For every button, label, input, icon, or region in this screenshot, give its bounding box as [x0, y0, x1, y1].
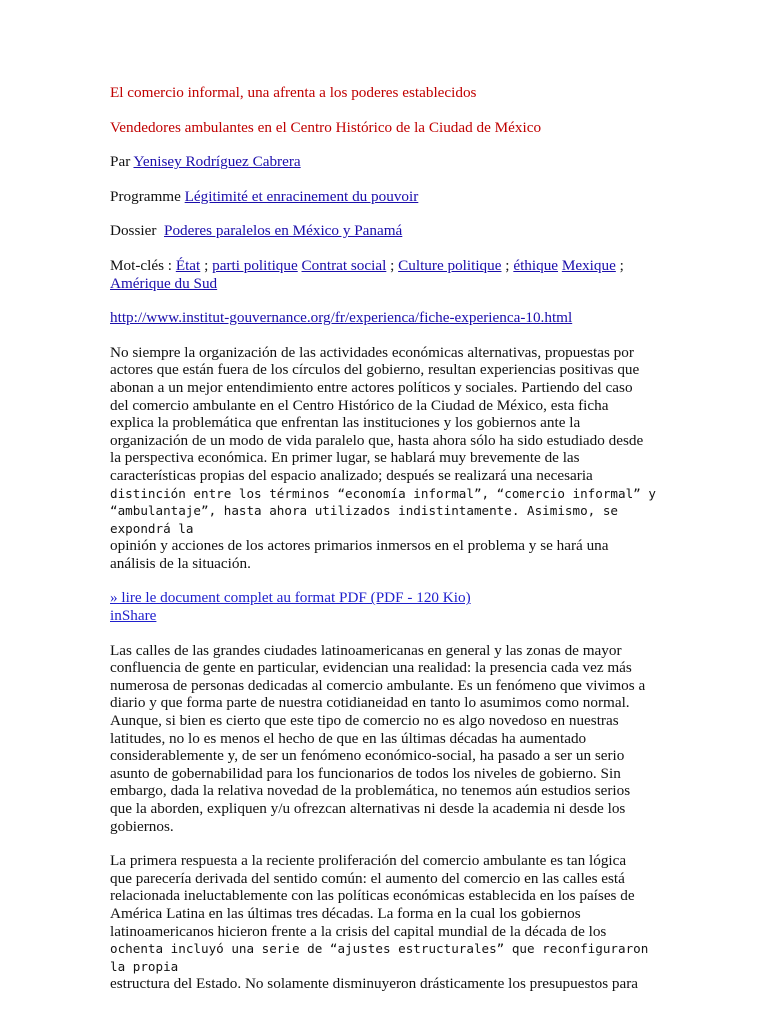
text-line: Aunque, si bien es cierto que este tipo de comercio no es algo novedoso en nuestras	[110, 712, 619, 730]
text-line: embargo, dada la relativa novedad de la problemática, no tenemos aún estudios serios	[110, 782, 631, 800]
text-line: latitudes, no lo es menos el hecho de que en las últimas décadas ha aumentado	[110, 729, 587, 747]
dossier-link[interactable]: Poderes paralelos en México y Panamá	[164, 222, 403, 240]
document-subtitle: Vendedores ambulantes en el Centro Histórico de la Ciudad de México	[110, 118, 542, 136]
text-line: actores que están fuera de los círculos del gobierno, resultan experiencias positivas que	[110, 361, 640, 379]
text-line: América Latina en las últimas tres décadas. La forma en la cual los gobiernos	[110, 904, 581, 922]
text-line: organización de un modo de vida paralelo que, hasta ahora sólo ha sido estudiado desde	[110, 431, 644, 449]
text-line: confluencia de gente en particular, evidencian una realidad: la presencia cada vez más	[110, 659, 632, 677]
text-line: estructura del Estado. No solamente disminuyeron drásticamente los presupuestos para	[110, 975, 639, 993]
author-line	[110, 153, 658, 171]
keywords-line: Mot-clés : État ; parti politique Contrat social ; Culture politique ; éthique Mexique ; Amérique du Sud	[110, 256, 624, 292]
keyword-link-amerique-du-sud[interactable]: Amérique du Sud	[110, 274, 218, 292]
text-line: asunto de gobernabilidad para los funcionarios de todos los niveles de gobierno. Sin	[110, 764, 621, 782]
dossier-label: Dossier	[110, 222, 157, 240]
source-url-line	[110, 309, 658, 327]
keyword-link-contrat-social[interactable]: Contrat social	[301, 256, 387, 274]
keyword-link-etat[interactable]: État	[175, 256, 201, 274]
text-line: análisis de la situación.	[110, 554, 251, 572]
text-line: ochenta incluyó una serie de “ajustes estructurales” que reconfiguraron la propia	[110, 941, 649, 974]
keyword-link-parti-politique[interactable]: parti politique	[212, 256, 298, 274]
text-line: del comercio ambulante en el Centro Histórico de la Ciudad de México, esta ficha	[110, 396, 609, 414]
text-line: relacionada ineluctablemente con las políticas económicas establecida en los países de	[110, 887, 635, 905]
text-line: abonan a un mejor entendimiento entre actores políticos y sociales. Partiendo del caso	[110, 378, 633, 396]
text-line: la perspectiva económica. En primer lugar, se hablará muy brevemente de las	[110, 449, 580, 467]
programme-line	[110, 188, 658, 206]
programme-link[interactable]: Légitimité et enracinement du pouvoir	[184, 187, 419, 205]
keywords-label: Mot-clés :	[110, 256, 173, 274]
document-title: El comercio informal, una afrenta a los poderes establecidos	[110, 84, 477, 101]
inshare-link[interactable]: inShare	[110, 607, 157, 625]
text-line: “ambulantaje”, hasta ahora utilizados indistintamente. Asimismo, se expondrá la	[110, 503, 618, 536]
text-line: opinión y acciones de los actores primarios inmersos en el problema y se hará una	[110, 537, 609, 555]
pdf-download-link[interactable]: » lire le document complet au format PDF (PDF - 120 Kio)	[110, 589, 471, 607]
text-line: gobiernos.	[110, 817, 174, 835]
keyword-link-ethique[interactable]: éthique	[513, 256, 559, 274]
keyword-link-culture-politique[interactable]: Culture politique	[398, 256, 502, 274]
keyword-link-mexique[interactable]: Mexique	[561, 256, 616, 274]
author-link[interactable]: Yenisey Rodríguez Cabrera	[133, 153, 301, 171]
text-line: considerablemente y, de ser un fenómeno económico-social, ha pasado a ser un serio	[110, 747, 625, 765]
text-line: numerosa de personas dedicadas al comercio ambulante. Es un fenómeno que vivimos a	[110, 676, 646, 694]
summary-paragraph	[110, 344, 658, 573]
dossier-line	[110, 222, 658, 240]
text-line: latinoamericanos hicieron frente a la crisis del capital mundial de la década de los	[110, 922, 607, 940]
source-url-link[interactable]: http://www.institut-gouvernance.org/fr/experienca/fiche-experienca-10.html	[110, 309, 573, 327]
text-line: La primera respuesta a la reciente proliferación del comercio ambulante es tan lógica	[110, 852, 627, 870]
author-label: Par	[110, 153, 131, 171]
text-line: No siempre la organización de las actividades económicas alternativas, propuestas por	[110, 343, 634, 361]
body-paragraph-1	[110, 642, 658, 836]
text-line: que parecería derivada del sentido común: el aumento del comercio en las calles está	[110, 869, 625, 887]
text-line: que la aborden, expliquen y/u ofrezcan alternativas ni desde la academia ni desde los	[110, 800, 626, 817]
body-paragraph-2	[110, 852, 658, 993]
text-line: explica la problemática que enfrentan las instituciones y los gobiernos ante la	[110, 414, 581, 432]
text-line: diario y que forma parte de nuestra cotidianeidad en tanto lo asumimos como normal.	[110, 694, 630, 712]
programme-label: Programme	[110, 187, 181, 205]
text-line: Las calles de las grandes ciudades latinoamericanas en general y las zonas de mayor	[110, 641, 622, 659]
text-line: características propias del espacio analizado; después se realizará una necesaria	[110, 466, 593, 484]
text-line: distinción entre los términos “economía informal”, “comercio informal” y	[110, 485, 656, 501]
pdf-and-share	[110, 589, 658, 624]
document-content	[110, 84, 658, 1010]
